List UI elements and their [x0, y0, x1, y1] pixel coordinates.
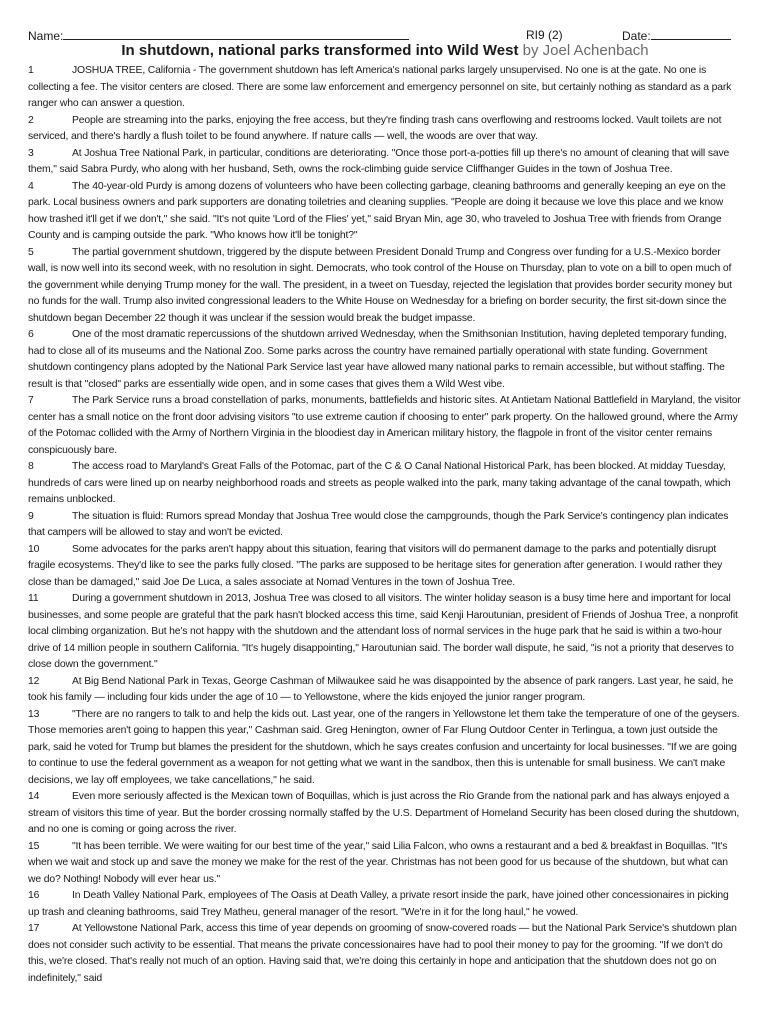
paragraph — [28, 839, 742, 889]
paragraph — [28, 63, 742, 113]
paragraph — [28, 327, 742, 393]
paragraph-text: "It has been terrible. We were waiting for our best time of the year," said Lilia Falcon, who owns a restaurant and a bed & breakfast in Boquillas. "It's when we wait and stock up and save the money we make for the rest of the year. Christmas has not been good for us because of the shutdown, but what can we do? Nothing! Nobody will ever hear us." — [28, 840, 728, 885]
paragraph-text: The partial government shutdown, triggered by the dispute between President Donald Trump and Congress over funding for a U.S.-Mexico border wall, is now well into its second week, with no resolution in sight. Democrats, who took control of the House on Thursday, plan to vote on a bill to open much of the government while denying Trump money for the wall. The president, in a tweet on Tuesday, rejected the legislation that provides border security money but no funds for the wall. Trump also invited congressional leaders to the White House on Wednesday for a briefing on border security, the first sit-down since the shutdown began December 22 though it was unclear if the session would break the budget impasse. — [28, 246, 732, 324]
paragraph-number: 7 — [28, 395, 34, 406]
date-blank-line — [651, 28, 731, 40]
paragraph — [28, 245, 742, 328]
paragraph — [28, 179, 742, 245]
paragraph-number: 8 — [28, 461, 34, 472]
paragraph-number: 12 — [28, 675, 40, 687]
paragraph-text: The 40-year-old Purdy is among dozens of volunteers who have been collecting garbage, cleaning bathrooms and generally keeping an eye on the park. Local business owners and park supporters are donating toiletries and cleaning supplies. "People are doing it because we love this place and we know how trashed it'll get if we don't," she said. "It's not quite 'Lord of the Flies' yet," said Bryan Min, age 30, who traveled to Joshua Tree with friends from Orange County and is camping outside the park. "Who knows how it'll be tonight?" — [28, 180, 726, 241]
paragraph-text: "There are no rangers to talk to and help the kids out. Last year, one of the rangers in Yellowstone let them take the temperature of one of the geysers. Those memories aren't going to happen this year," Cashman said. Greg Henington, owner of Far Flung Outdoor Center in Terlingua, a town just outside the park, said he voted for Trump but blames the president for the shutdown, which he says creates confusion and uncertainty for local businesses. "If we are going to continue to use the federal government as a weapon for not getting what we want in the sandbox, then this is untenable for small business. We can't make decisions, we lay off employees, we take cancellations," he said. — [28, 708, 740, 786]
paragraph — [28, 509, 742, 542]
paragraph-number: 10 — [28, 543, 40, 555]
name-label: Name: — [28, 29, 64, 43]
name-blank-line — [63, 28, 409, 40]
paragraph-text: People are streaming into the parks, enjoying the free access, but they're finding trash cans overflowing and restrooms locked. Vault toilets are not serviced, and there's hardly a flush toilet to be found anywhere. If nature calls — well, the woods are over that way. — [28, 114, 722, 142]
paragraph-number: 2 — [28, 114, 34, 126]
paragraph — [28, 146, 742, 179]
date-field — [622, 28, 731, 43]
paragraph-number: 4 — [28, 180, 34, 192]
paragraph — [28, 921, 742, 987]
paragraph-text: At Joshua Tree National Park, in particular, conditions are deteriorating. "Once those port-a-potties fill up there's no amount of cleaning that will save them," said Sabra Purdy, who along with her husband, Seth, owns the rock-climbing guide service Cliffhanger Guides in the town of Joshua Tree. — [28, 147, 730, 175]
paragraph-number: 15 — [28, 840, 40, 852]
paragraph-text: Even more seriously affected is the Mexican town of Boquillas, which is just across the Rio Grande from the national park and has always enjoyed a stream of visitors this time of year. But the border crossing normally staffed by the U.S. Department of Homeland Security has been closed during the shutdown, and no one is coming or going across the river. — [28, 791, 740, 835]
paragraph-text: One of the most dramatic repercussions of the shutdown arrived Wednesday, when the Smithsonian Institution, having depleted temporary funding, had to close all of its museums and the National Zoo. Some parks across the country have remained partially operational with state funding. Government shutdown contingency plans adopted by the National Park Service last year have allowed many national parks to remain accessible, but without staffing. The result is that "closed" parks are essentially wide open, and in some cases that gives them a Wild West vibe. — [28, 329, 727, 390]
paragraph-text: The access road to Maryland's Great Falls of the Potomac, part of the C & O Canal National Historical Park, has been blocked. At midday Tuesday, hundreds of cars were lined up on nearby neighborhood roads and streets as people walked into the park, many taking advantage of the canal towpath, which remains unblocked. — [28, 461, 731, 505]
date-label: Date: — [622, 29, 651, 43]
paragraph-number: 3 — [28, 147, 34, 159]
paragraph — [28, 591, 742, 674]
paragraph-number: 16 — [28, 890, 40, 901]
paragraph — [28, 113, 742, 146]
assignment-code: RI9 (2) — [526, 28, 563, 42]
name-field — [28, 28, 409, 43]
paragraph-number: 9 — [28, 510, 34, 522]
paragraph-text: The Park Service runs a broad constellation of parks, monuments, battlefields and historic sites. At Antietam National Battlefield in Maryland, the visitor center has a small notice on the front door advising visitors "to use extreme caution if choosing to enter" park property. On the hallowed ground, where the Army of the Potomac collided with the Army of Northern Virginia in the bloodiest day in American military history, the flagpole in front of the visitor center remains conspicuously bare. — [28, 395, 741, 456]
article-body — [28, 63, 742, 987]
paragraph-number: 1 — [28, 65, 34, 76]
paragraph-text: The situation is fluid: Rumors spread Monday that Joshua Tree would close the campgrounds, though the Park Service's contingency plan indicates that campers will be allowed to stay and won't be evicted. — [28, 510, 729, 538]
article-title — [0, 42, 770, 59]
paragraph — [28, 707, 742, 790]
paragraph — [28, 393, 742, 459]
headline: In shutdown, national parks transformed into Wild West — [121, 42, 519, 59]
paragraph-text: In Death Valley National Park, employees of The Oasis at Death Valley, a private resort inside the park, have joined other concessionaires in picking up trash and cleaning bathrooms, said Trey Matheu, general manager of the resort. "We're in it for the long haul," he vowed. — [28, 890, 729, 918]
paragraph-number: 6 — [28, 329, 34, 340]
paragraph — [28, 542, 742, 592]
paragraph — [28, 459, 742, 509]
paragraph — [28, 674, 742, 707]
paragraph-number: 14 — [28, 791, 40, 802]
paragraph — [28, 888, 742, 921]
paragraph-text: JOSHUA TREE, California - The government shutdown has left America's national parks largely unsupervised. No one is at the gate. No one is collecting a fee. The visitor centers are closed. There are some law enforcement and emergency personnel on site, but certainly nothing as standard as a park ranger who can answer a question. — [28, 65, 732, 109]
paragraph-text: At Yellowstone National Park, access this time of year depends on grooming of snow-covered roads — but the National Park Service's shutdown plan does not consider such activity to be essential. That means the private concessionaires have had to pool their money to pay for the grooming. "If we don't do this, we're closed. That's really not much of an option. Having said that, we're doing this certainly in hope and anticipation that the shutdown does not go on indefinitely," said — [28, 923, 737, 984]
paragraph-text: At Big Bend National Park in Texas, George Cashman of Milwaukee said he was disappointed by the absence of park rangers. Last year, he said, he took his family — including four kids under the age of 10 — to Yellowstone, where the kids enjoyed the junior ranger program. — [28, 675, 734, 703]
byline: by Joel Achenbach — [522, 42, 649, 59]
paragraph-number: 11 — [28, 593, 39, 604]
paragraph-text: Some advocates for the parks aren't happy about this situation, fearing that visitors will do permanent damage to the parks and potentially disrupt fragile ecosystems. They'd like to see the parks fully closed. "The parks are supposed to be heritage sites for generation after generation. I would rather they close than be damaged," said Joe De Luca, a sales associate at Nomad Ventures in the town of Joshua Tree. — [28, 543, 723, 588]
paragraph-number: 17 — [28, 923, 40, 934]
paragraph-number: 13 — [28, 708, 40, 720]
paragraph — [28, 789, 742, 839]
paragraph-text: During a government shutdown in 2013, Joshua Tree was closed to all visitors. The winter holiday season is a busy time here and important for local businesses, and some people are grateful that the park hasn't blocked access this time, said Kenji Haroutunian, president of Friends of Joshua Tree, a nonprofit local climbing organization. But he's not happy with the shutdown and the attendant loss of normal services in the huge park that he said is within a two-hour drive of 14 million people in southern California. "It's hugely disappointing," Haroutunian said. The border wall dispute, he said, "is not a priority that deserves to close down the government." — [28, 593, 738, 670]
paragraph-number: 5 — [28, 246, 34, 258]
